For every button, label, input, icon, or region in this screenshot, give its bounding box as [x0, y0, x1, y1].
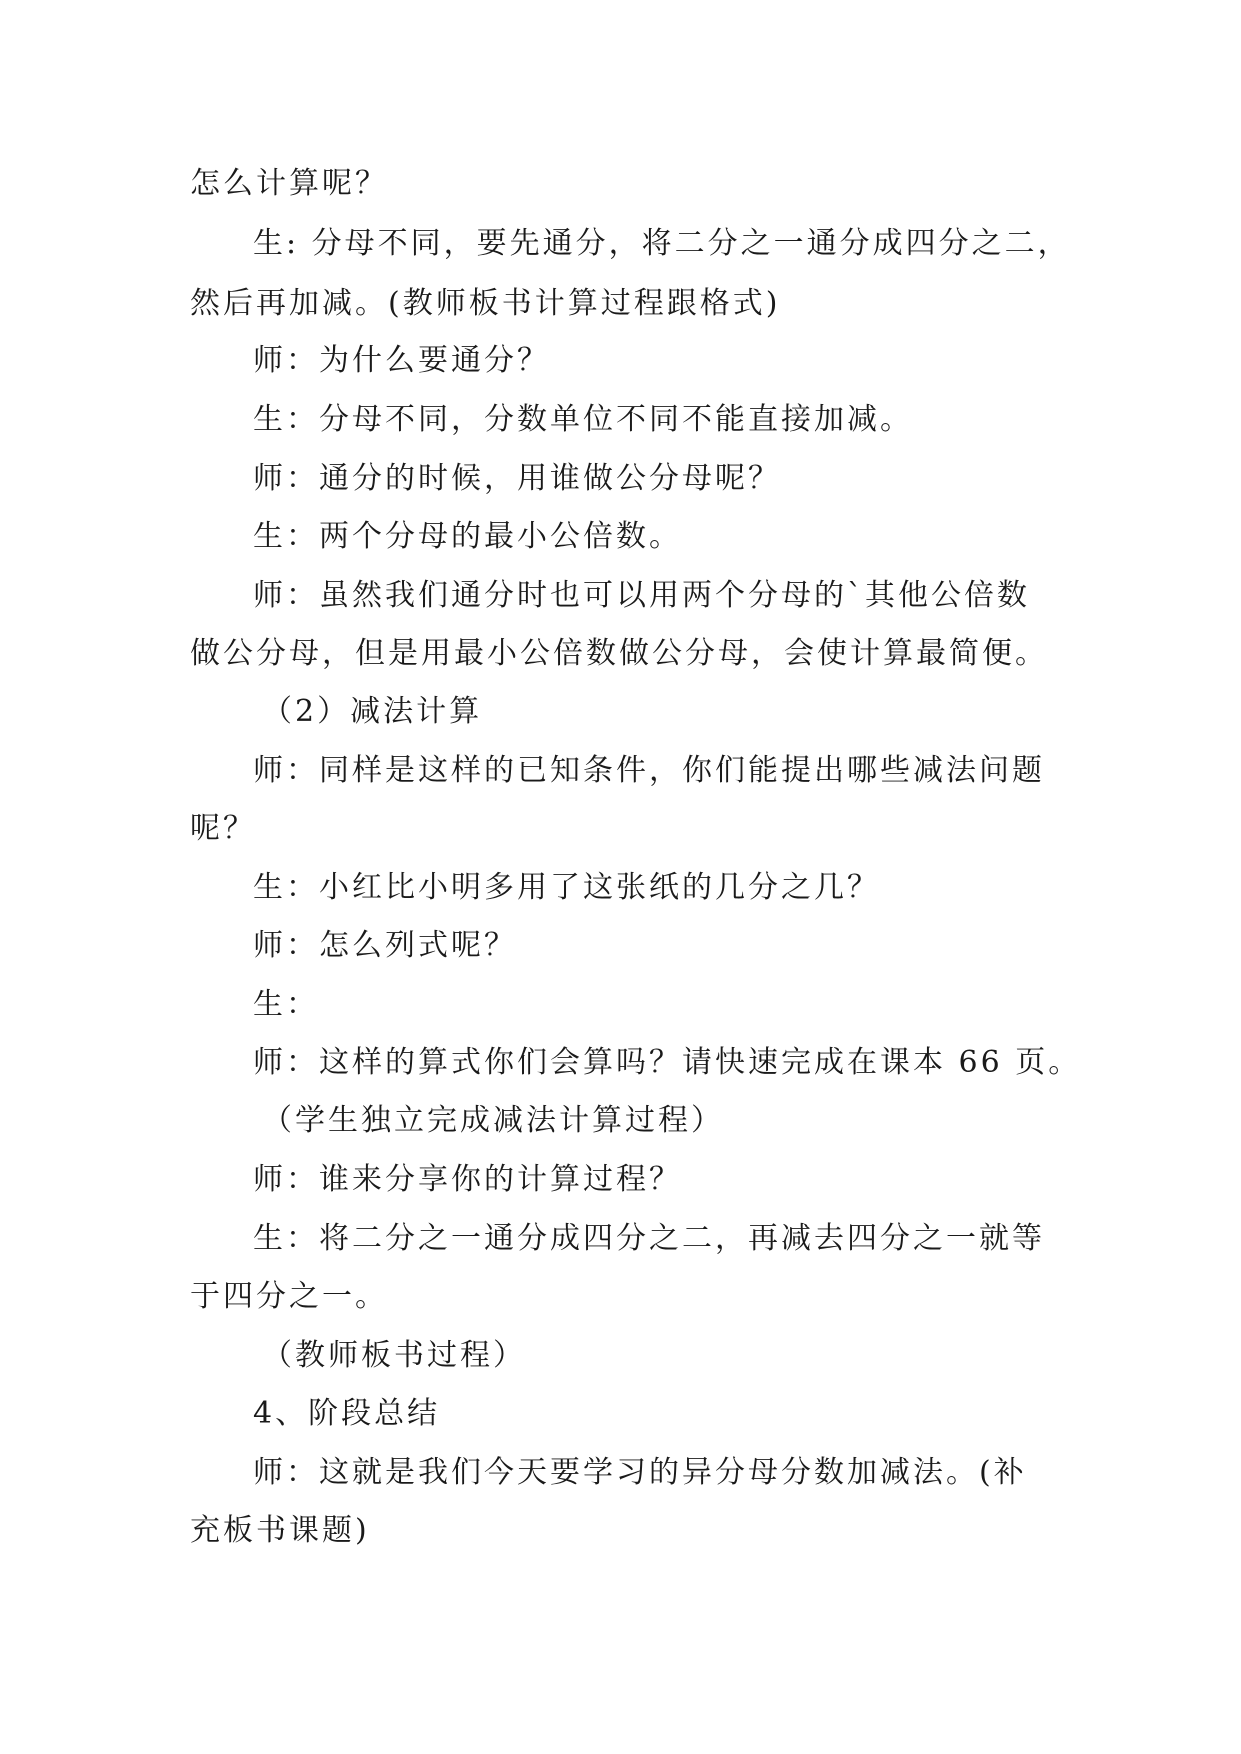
section-heading: 4、阶段总结 [253, 1396, 441, 1431]
text-line: 呢？ [190, 811, 256, 846]
text-line: 生：两个分母的最小公倍数。 [253, 519, 682, 554]
text-line: 生： [253, 987, 319, 1022]
text-line: 生: 分母不同，要先通分，将二分之一通分成四分之二， [253, 226, 1071, 261]
text-line: 然后再加减。(教师板书计算过程跟格式) [190, 286, 781, 321]
text-line: 师：虽然我们通分时也可以用两个分母的`其他公倍数 [253, 578, 1030, 613]
text-line: 师：这就是我们今天要学习的异分母分数加减法。(补 [253, 1455, 1027, 1490]
text-line: 师：谁来分享你的计算过程？ [253, 1162, 682, 1197]
text-line: 师：这样的算式你们会算吗？请快速完成在课本 66 页。 [253, 1045, 1082, 1080]
text-line: 怎么计算呢？ [190, 166, 388, 201]
section-heading: （2）减法计算 [262, 694, 483, 729]
text-line: 生：将二分之一通分成四分之二，再减去四分之一就等 [253, 1221, 1045, 1256]
text-line: 师：为什么要通分？ [253, 343, 550, 378]
text-line: 于四分之一。 [190, 1279, 388, 1314]
text-line: 师：怎么列式呢？ [253, 928, 517, 963]
text-line: 做公分母，但是用最小公倍数做公分母，会使计算最简便。 [190, 636, 1048, 671]
text-line: （学生独立完成减法计算过程） [262, 1103, 724, 1138]
text-line: 生：小红比小明多用了这张纸的几分之几？ [253, 870, 880, 905]
text-line: 师：同样是这样的已知条件，你们能提出哪些减法问题 [253, 753, 1045, 788]
text-line: 充板书课题) [190, 1513, 370, 1548]
text-line: 生：分母不同，分数单位不同不能直接加减。 [253, 402, 913, 437]
text-line: 师：通分的时候，用谁做公分母呢？ [253, 461, 781, 496]
text-line: （教师板书过程） [262, 1338, 526, 1373]
